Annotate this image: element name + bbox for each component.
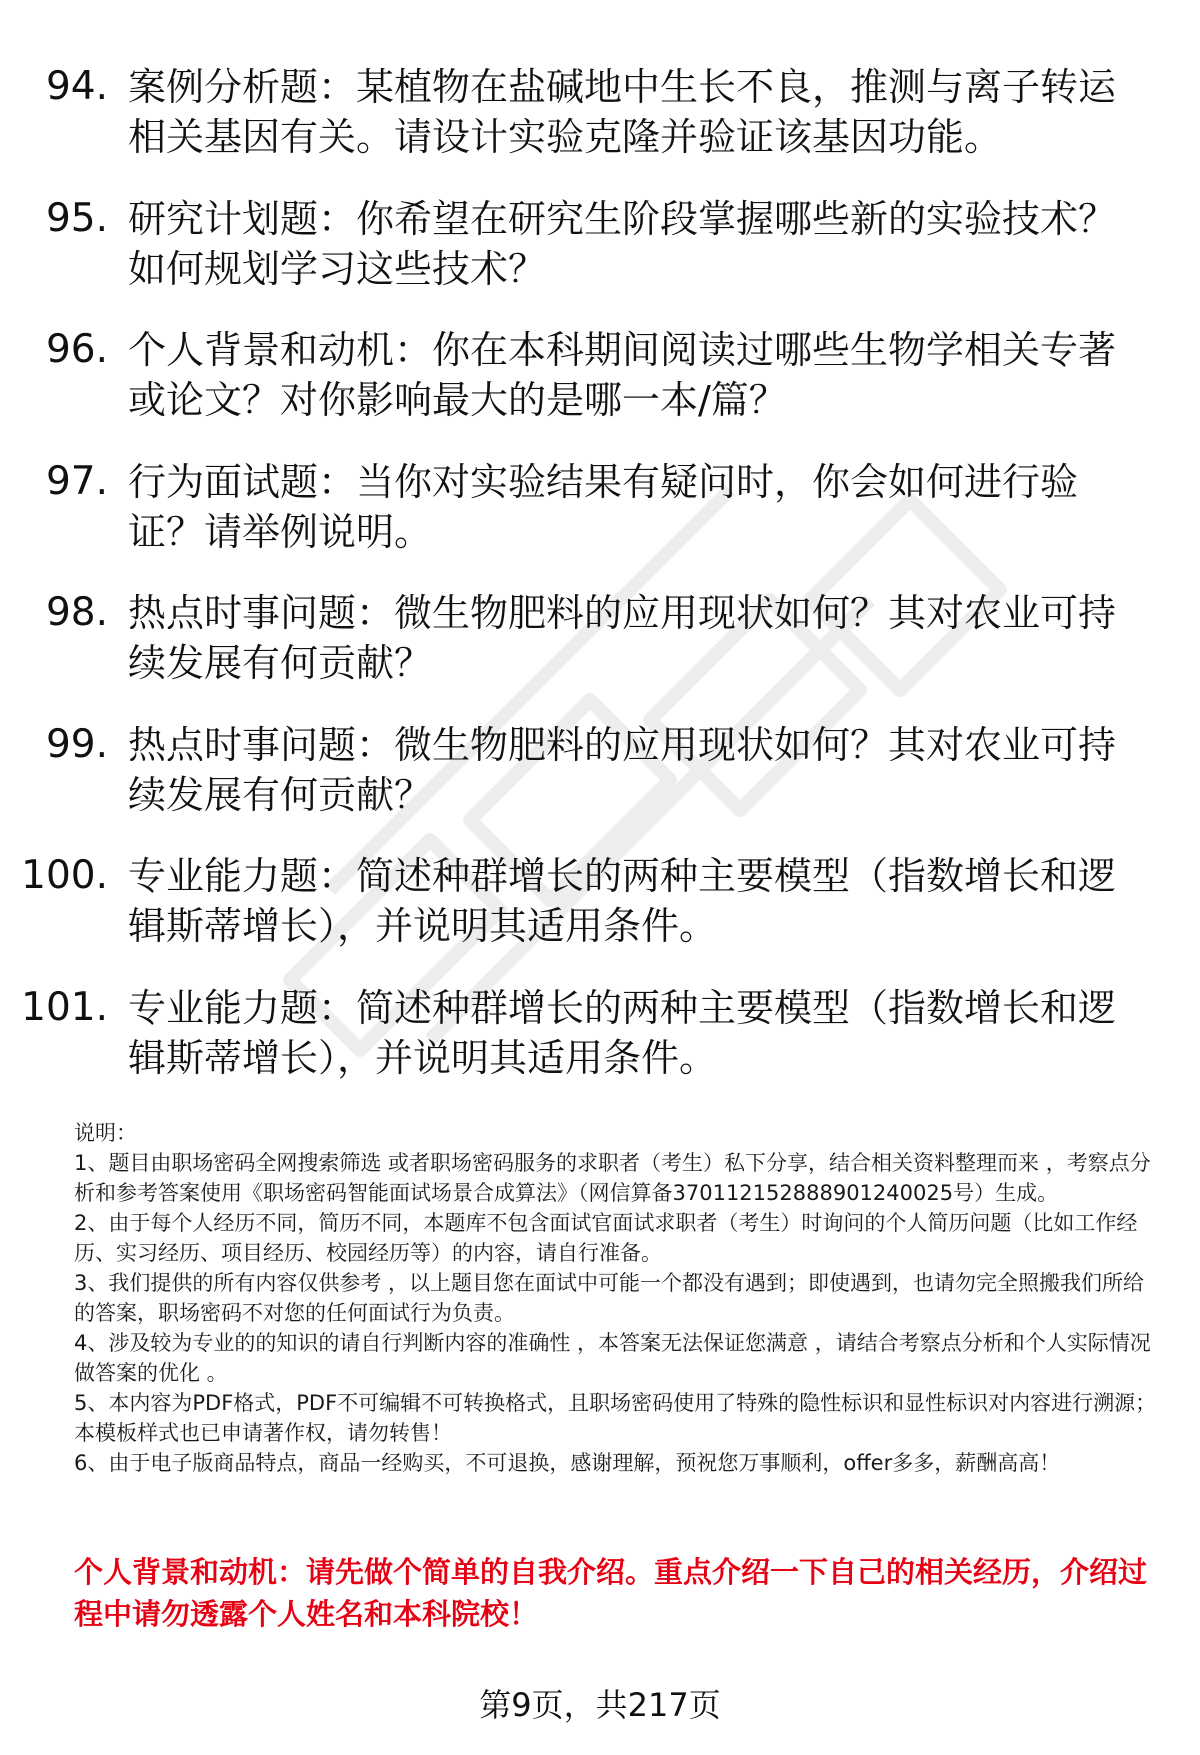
- question-text: 热点时事问题：微生物肥料的应用现状如何？其对农业可持续发展有何贡献？: [128, 591, 1117, 685]
- question-number: 99.: [45, 721, 108, 767]
- question-number: 97.: [45, 458, 108, 504]
- question-item: [0, 457, 1200, 589]
- question-text: 案例分析题：某植物在盐碱地中生长不良，推测与离子转运相关基因有关。请设计实验克隆并验证该基因功能。: [128, 65, 1117, 159]
- question-item: [0, 851, 1200, 983]
- question-text: 研究计划题：你希望在研究生阶段掌握哪些新的实验技术？如何规划学习这些技术？: [128, 196, 1117, 291]
- question-item: [0, 325, 1200, 457]
- question-item: [0, 720, 1200, 852]
- question-text: 行为面试题：当你对实验结果有疑问时，你会如何进行验证？请举例说明。: [128, 459, 1079, 554]
- question-number: 95.: [45, 195, 108, 241]
- question-item: [0, 194, 1200, 326]
- notes-section: [74, 1118, 1164, 1478]
- question-text: 热点时事问题：微生物肥料的应用现状如何？其对农业可持续发展有何贡献？: [128, 722, 1117, 817]
- note-item: 3、我们提供的所有内容仅供参考 ，以上题目您在面试中可能一个都没有遇到；即使遇到，也请勿完全照搬我们所给的答案，职场密码不对您的任何面试行为负责。: [74, 1271, 1145, 1325]
- question-item: [0, 983, 1200, 1115]
- note-item: 5、本内容为PDF格式，PDF不可编辑不可转换格式，且职场密码使用了特殊的隐性标识和显性标识对内容进行溯源；本模板样式也已申请著作权，请勿转售！: [74, 1391, 1157, 1445]
- question-text: 专业能力题：简述种群增长的两种主要模型（指数增长和逻辑斯蒂增长），并说明其适用条件。: [128, 854, 1117, 948]
- question-list: [0, 62, 1200, 1114]
- question-number: 96.: [45, 327, 108, 372]
- question-item: [0, 62, 1200, 194]
- note-item: 2、由于每个人经历不同，简历不同，本题库不包含面试官面试求职者（考生）时询问的个人简历问题（比如工作经历、实习经历、项目经历、校园经历等）的内容，请自行准备。: [74, 1211, 1138, 1265]
- notes-heading: 说明：: [74, 1121, 137, 1145]
- question-item: [0, 588, 1200, 720]
- highlight-question: 个人背景和动机：请先做个简单的自我介绍。重点介绍一下自己的相关经历，介绍过程中请勿透露个人姓名和本科院校！: [74, 1555, 1148, 1631]
- page-number: 第9页，共217页: [479, 1686, 721, 1724]
- note-item: 1、题目由职场密码全网搜索筛选 或者职场密码服务的求职者（考生）私下分享，结合相关资料整理而来 ，考察点分析和参考答案使用《职场密码智能面试场景合成算法》（网信算备370112152888901240025号）生成。: [74, 1151, 1151, 1205]
- question-text: 专业能力题：简述种群增长的两种主要模型（指数增长和逻辑斯蒂增长），并说明其适用条件。: [128, 985, 1117, 1080]
- question-text: 个人背景和动机：你在本科期间阅读过哪些生物学相关专著或论文？对你影响最大的是哪一本/篇？: [128, 328, 1117, 422]
- question-number: 94.: [45, 64, 108, 109]
- question-number: 100.: [21, 853, 108, 898]
- note-item: 4、涉及较为专业的的知识的请自行判断内容的准确性 ，本答案无法保证您满意 ，请结合考察点分析和个人实际情况做答案的优化 。: [74, 1331, 1151, 1385]
- question-number: 101.: [21, 984, 108, 1030]
- note-item: 6、由于电子版商品特点，商品一经购买，不可退换，感谢理解，预祝您万事顺利，offer多多，薪酬高高！: [74, 1451, 1061, 1475]
- question-number: 98.: [45, 590, 108, 635]
